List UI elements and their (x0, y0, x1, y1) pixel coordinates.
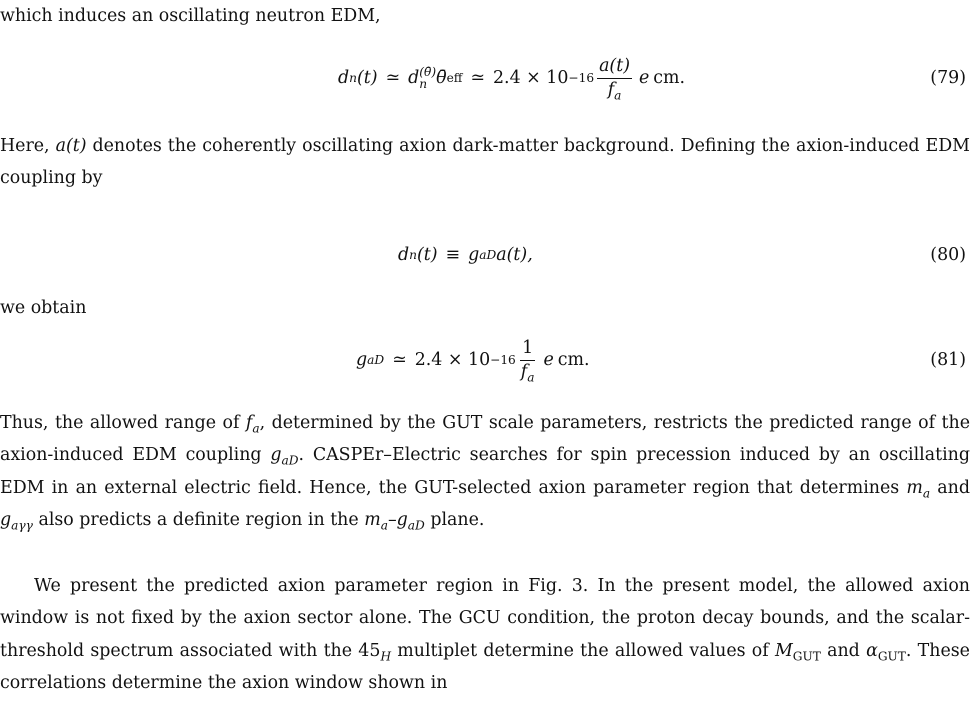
equation-81 (0, 336, 970, 384)
equation-80-body: d n (t) ≡ g aD a(t), (398, 244, 533, 265)
paragraph-intro: which induces an oscillating neutron EDM, (0, 6, 381, 26)
fraction-79: $\frac{a(t)}{f_a}$ (599, 56, 630, 102)
equation-number-81: (81) (930, 349, 966, 370)
equation-79-body: d n (t) ≃ d (θ̄) n θ̄ eff ≃ 2.4 × 10 −16 $\frac{a(t)}{f_a}$ e cm. (338, 56, 686, 102)
equation-80 (0, 231, 970, 279)
fraction-81: $\frac{1}{f_a}$ (520, 338, 535, 384)
paragraph-present: We present the predicted axion parameter region in Fig. 3. In the present model, the allowed axion window is not fixed by the axion sector alone. The GCU condition, the proton decay bounds, and the scalar-threshold spectrum associated with the $45_H$ multiplet determine the allowed values of $M_{GUT}$ and $\alpha_{GUT}$. These correlations determine the axion window shown in (0, 576, 970, 694)
equation-79 (0, 54, 970, 102)
paragraph-here: Here, a(t) denotes the coherently oscillating axion dark-matter background. Defining the axion-induced EDM coupling by (0, 136, 970, 189)
paragraph-thus: Thus, the allowed range of $f_a$, determined by the GUT scale parameters, restricts the predicted range of the axion-induced EDM coupling $g_{aD}$. CASPEr–Electric searches for spin precession induced by an oscillating EDM in an external electric field. Hence, the GUT-selected axion parameter region that determines $m_a$ and $g_{a\gamma\gamma}$ also predicts a definite region in the $m_a-g_{aD}$ plane. (0, 413, 971, 533)
equation-number-80: (80) (930, 244, 966, 265)
paragraph-obtain: we obtain (0, 298, 87, 318)
equation-number-79: (79) (930, 67, 966, 88)
equation-81-body: g aD ≃ 2.4 × 10 −16 $\frac{1}{f_a}$ e cm. (356, 338, 590, 384)
